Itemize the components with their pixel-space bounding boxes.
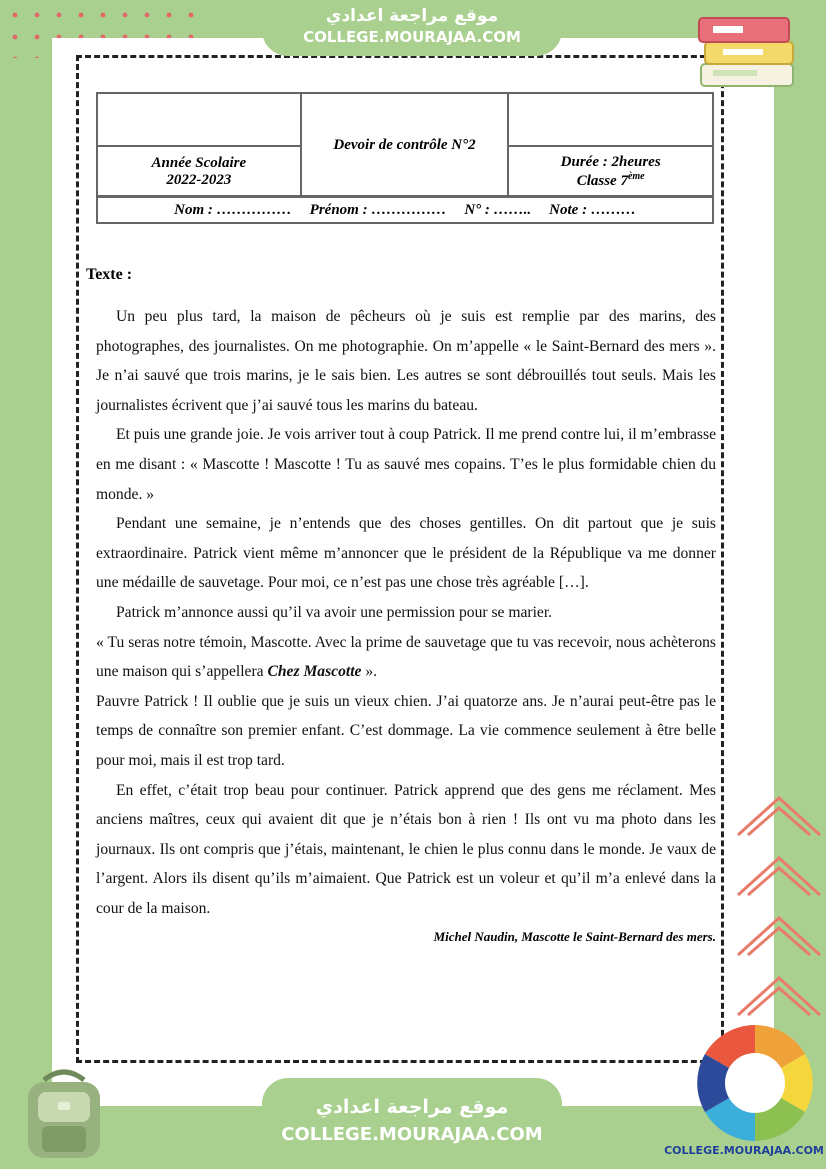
top-banner[interactable]	[262, 0, 562, 56]
paragraph: Patrick m’annonce aussi qu’il va avoir une permission pour se marier.	[116, 603, 553, 621]
subjects-wheel-icon	[694, 1022, 816, 1144]
paragraph: En effet, c’était trop beau pour continuer. Patrick apprend que des gens me réclament. Mes anciens maîtres, ceux qui avaient dit que je n’étais bon à rien ! Ils ont vu ma photo dans les journaux. Ils ont compris que j’étais, maintenant, le chien le plus connu dans le monde. Je vaux de l’argent. Alors ils disent qu’ils m’aimaient. Que Patrick est un voleur et qu’il m’a enlevé dans la cour de la maison.	[96, 781, 716, 917]
exam-header-table	[96, 92, 714, 198]
numero-field[interactable]: N° : ……..	[464, 201, 532, 218]
note-field[interactable]: Note : ………	[549, 201, 636, 218]
paragraph: Et puis une grande joie. Je vois arriver tout à coup Patrick. Il me prend contre lui, il m’embrasse en me disant : « Mascotte ! Mascotte ! Tu as sauvé mes copains. T’es le plus formidable chien du monde. »	[96, 426, 716, 503]
school-year-cell	[97, 146, 301, 197]
footer-site-url[interactable]: COLLEGE.MOURAJAA.COM	[664, 1144, 824, 1157]
paragraph: Pauvre Patrick ! Il oublie que je suis un vieux chien. J’ai quatorze ans. Je n’aurai peut-être pas le temps de connaître son premier enfant. C’est dommage. La vie commence seulement à être belle pour moi, mais il est trop tard.	[96, 692, 716, 769]
paragraph: Un peu plus tard, la maison de pêcheurs où je suis est remplie par des marins, des photographes, des journalistes. On me photographie. On m’appelle « le Saint-Bernard des mers ». Je n’ai sauvé que trois marins, je le sais bien. Les autres se sont débrouillés tout seuls. Mais les journalistes écrivent que j’ai sauvé tous les marins du bateau.	[96, 308, 716, 414]
site-arabic-name-bottom: موقع مراجعة اعدادي	[315, 1096, 509, 1118]
paragraph: Pendant une semaine, je n’entends que des choses gentilles. On dit partout que je suis extraordinaire. Patrick vient même m’annoncer que le président de la République va me donner une médaille de sauvetage. Pour moi, ce n’est pas une chose très agréable […].	[96, 515, 716, 592]
backpack-icon	[14, 1062, 114, 1162]
site-arabic-name: موقع مراجعة اعدادي	[325, 6, 499, 26]
site-url-bottom[interactable]: COLLEGE.MOURAJAA.COM	[281, 1124, 543, 1145]
quote-paragraph: « Tu seras notre témoin, Mascotte. Avec la prime de sauvetage que tu vas recevoir, nous achèterons une maison qui s’appellera Chez Mascotte ».	[96, 633, 716, 681]
exam-title: Devoir de contrôle N°2	[301, 93, 509, 197]
nom-field[interactable]: Nom : ……………	[174, 201, 292, 218]
year-label: Année Scolaire	[151, 154, 247, 171]
duration: Durée : 2heures	[560, 153, 661, 170]
class-level: Classe 7ème	[576, 170, 645, 189]
student-info-bar	[96, 195, 714, 224]
prenom-field[interactable]: Prénom : ……………	[309, 201, 447, 218]
text-body	[96, 302, 716, 923]
duration-class-cell	[508, 146, 713, 197]
bottom-banner[interactable]	[262, 1078, 562, 1169]
header-cell-empty-left	[97, 93, 301, 146]
books-icon	[693, 8, 803, 93]
header-cell-empty-right	[508, 93, 713, 146]
texte-heading: Texte :	[86, 266, 133, 283]
source-credit: Michel Naudin, Mascotte le Saint-Bernard des mers.	[433, 929, 716, 944]
year-value: 2022-2023	[166, 171, 232, 188]
site-url[interactable]: COLLEGE.MOURAJAA.COM	[303, 28, 521, 46]
chevrons-decoration	[734, 790, 824, 1030]
emphasis-chez-mascotte: Chez Mascotte	[267, 663, 362, 681]
